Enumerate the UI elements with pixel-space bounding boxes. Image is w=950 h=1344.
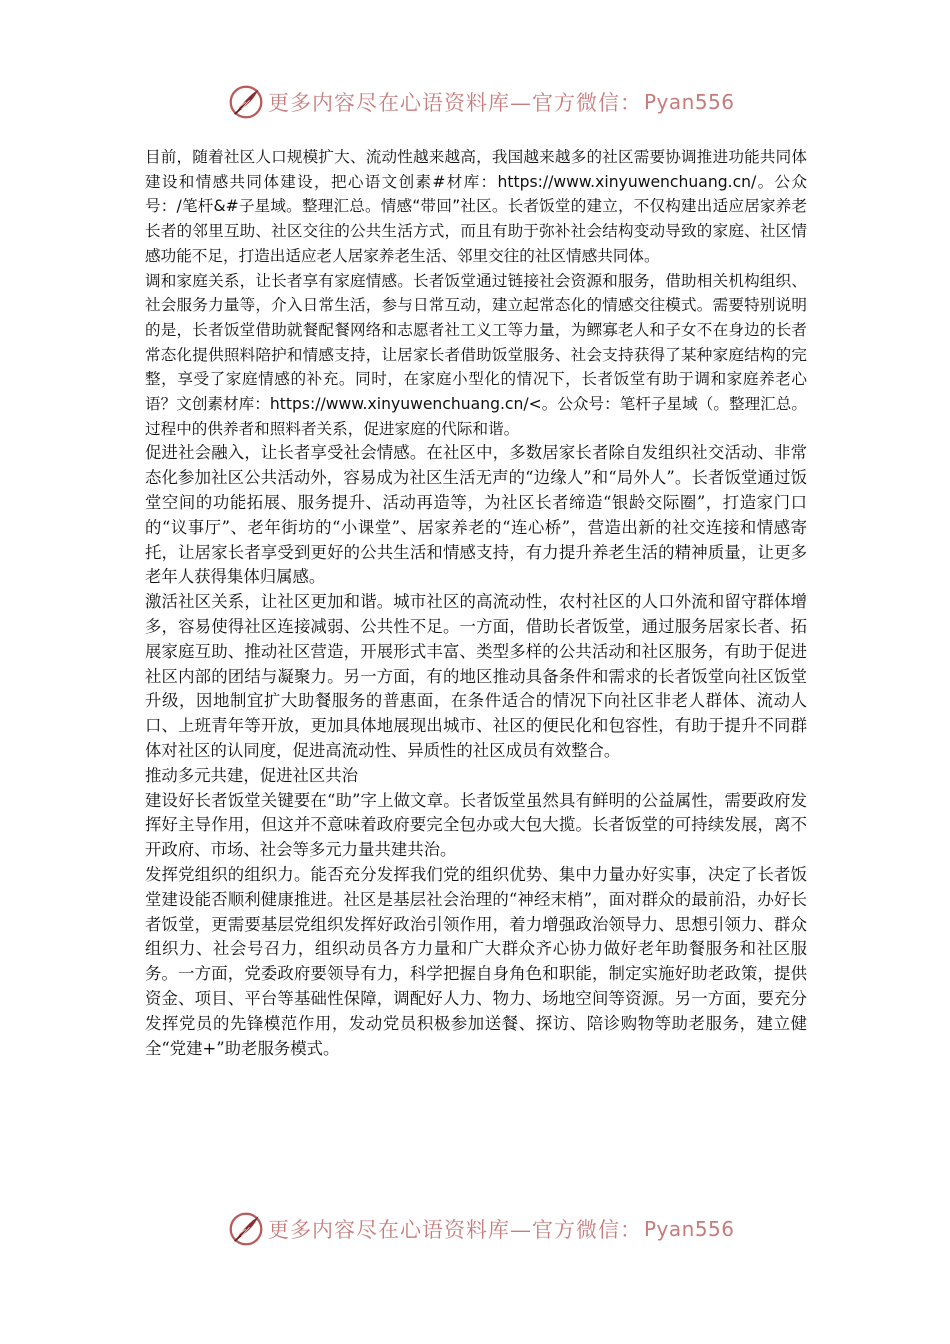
section-heading: 推动多元共建，促进社区共治 xyxy=(145,765,359,785)
paragraph-family-relations: 调和家庭关系，让长者享有家庭情感。长者饭堂通过链接社会资源和服务，借助相关机构组织、社会服务力量等，介入日常生活，参与日常互动，建立起常态化的情感交往模式。需要特别说明的是，长者饭堂借助就餐配餐网络和志愿者社工义工等力量，为鳏寡老人和子女不在身边的长者常态化提供照料陪护和情感支持，让居家长者借助饭堂服务、社会支持获得了某种家庭结构的完整，享受了家庭情感的补充。同时，在家庭小型化的情况下，长者饭堂有助于调和家庭养老心语？文创素材库：https://www.xinyuwenchuang.cn/<。公众号：笔杆子星域（。整理汇总。过程中的供养者和照料者关系，促进家庭的代际和谐。 xyxy=(145,271,807,438)
footer-banner-text: 更多内容尽在心语资料库—官方微信： xyxy=(268,1218,642,1242)
paragraph-community-relations: 激活社区关系，让社区更加和谐。城市社区的高流动性，农村社区的人口外流和留守群体增多，容易使得社区连接减弱、公共性不足。一方面，借助长者饭堂，通过服务居家长者、拓展家庭互助、推动社区营造，开展形式丰富、类型多样的公共活动和社区服务，有助于促进社区内部的团结与凝聚力。另一方面，有的地区推动具备条件和需求的长者饭堂向社区饭堂升级，因地制宜扩大助餐服务的普惠面，在条件适合的情况下向社区非老人群体、流动人口、上班青年等开放，更加具体地展现出城市、社区的便民化和包容性，有助于提升不同群体对社区的认同度，促进高流动性、异质性的社区成员有效整合。 xyxy=(145,592,807,760)
paragraph-co-construction: 建设好长者饭堂关键要在“助”字上做文章。长者饭堂虽然具有鲜明的公益属性，需要政府发挥好主导作用，但这并不意味着政府要完全包办或大包大揽。长者饭堂的可持续发展，离不开政府、市场、社会等多元力量共建共治。 xyxy=(145,790,807,860)
footer-banner xyxy=(228,1209,735,1249)
paragraph-party-organization: 发挥党组织的组织力。能否充分发挥我们党的组织优势、集中力量办好实事，决定了长者饭堂建设能否顺利健康推进。社区是基层社会治理的“神经末梢”，面对群众的最前沿，办好长者饭堂，更需要基层党组织发挥好政治引领作用，着力增强政治领导力、思想引领力、群众组织力、社会号召力，组织动员各方力量和广大群众齐心协力做好老年助餐服务和社区服务。一方面，党委政府要领导有力，科学把握自身角色和职能，制定实施好助老政策，提供资金、项目、平台等基础性保障，调配好人力、物力、场地空间等资源。另一方面，要充分发挥党员的先锋模范作用，发动党员积极参加送餐、探访、陪诊购物等助老服务，建立健全“党建+”助老服务模式。 xyxy=(145,864,807,1058)
paragraph-intro: 目前，随着社区人口规模扩大、流动性越来越高，我国越来越多的社区需要协调推进功能共同体建设和情感共同体建设，把心语文创素#材库：https://www.xinyuwenchuang.cn/。公众号：/笔杆&#子星域。整理汇总。情感“带回”社区。长者饭堂的建立，不仅构建出适应居家养老长者的邻里互助、社区交往的公共生活方式，而且有助于弥补社会结构变动导致的家庭、社区情感功能不足，打造出适应老人居家养老生活、邻里交往的社区情感共同体。 xyxy=(145,148,807,265)
feather-pen-logo-icon xyxy=(228,84,264,120)
header-wechat-id: Pyan556 xyxy=(644,90,735,114)
feather-pen-logo-icon xyxy=(228,1211,264,1247)
header-banner xyxy=(228,82,735,122)
paragraph-social-integration: 促进社会融入，让长者享受社会情感。在社区中，多数居家长者除自发组织社交活动、非常态化参加社区公共活动外，容易成为社区生活无声的“边缘人”和“局外人”。长者饭堂通过饭堂空间的功能拓展、服务提升、活动再造等，为社区长者缔造“银龄交际圈”，打造家门口的“议事厅”、老年街坊的“小课堂”、居家养老的“连心桥”，营造出新的社交连接和情感寄托，让居家长者享受到更好的公共生活和情感支持，有力提升养老生活的精神质量，让更多老年人获得集体归属感。 xyxy=(145,443,807,587)
header-banner-text: 更多内容尽在心语资料库—官方微信： xyxy=(268,91,642,115)
footer-wechat-id: Pyan556 xyxy=(644,1217,735,1241)
document-body xyxy=(145,145,807,1061)
